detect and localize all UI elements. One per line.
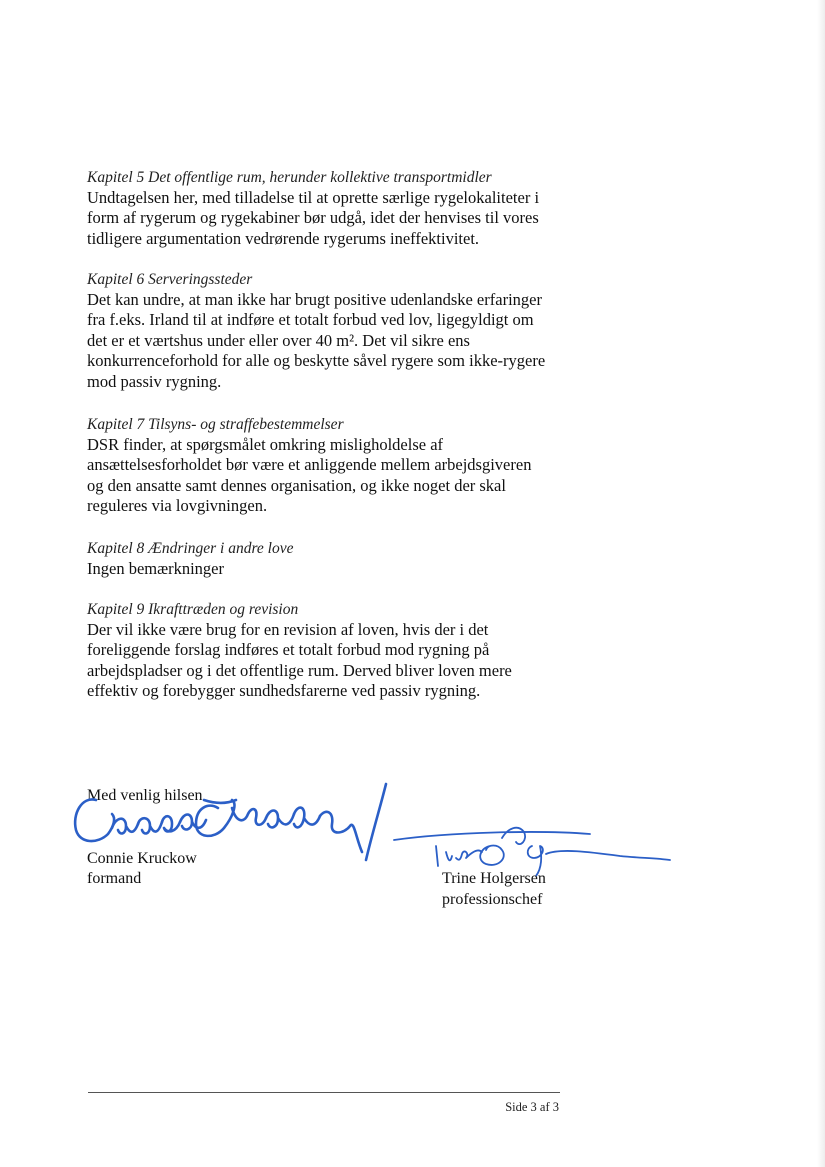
section-heading: Kapitel 6 Serveringssteder	[87, 271, 253, 288]
body-line: arbejdspladser og i det offentlige rum. Derved bliver loven mere	[87, 660, 512, 680]
scan-edge-shadow	[817, 0, 825, 1167]
signatory-name: Trine Holgersen	[442, 870, 546, 887]
body-line: ansættelsesforholdet bør være et anliggende mellem arbejdsgiveren	[87, 455, 532, 475]
footer-divider	[88, 1092, 560, 1093]
body-line: effektiv og forebygger sundhedsfarerne ved passiv rygning.	[87, 681, 481, 701]
section-kapitel-5	[87, 168, 567, 249]
closing-greeting: Med venlig hilsen	[87, 787, 203, 804]
page-number: Side 3 af 3	[505, 1100, 559, 1114]
body-line: foreliggende forslag indføres et totalt forbud mod rygning på	[87, 640, 490, 660]
body-line: tidligere argumentation vedrørende rygerums ineffektivitet.	[87, 228, 480, 248]
body-line: Der vil ikke være brug for en revision af loven, hvis der i det	[87, 620, 489, 639]
section-kapitel-8	[87, 539, 567, 579]
section-heading: Kapitel 5 Det offentlige rum, herunder kollektive transportmidler	[87, 169, 492, 186]
body-line: konkurrenceforhold for alle og beskytte såvel rygere som ikke-rygere	[87, 351, 546, 371]
signatory-name: Connie Kruckow	[87, 850, 197, 867]
body-line: Undtagelsen her, med tilladelse til at oprette særlige rygelokaliteter i	[87, 188, 540, 207]
section-heading: Kapitel 9 Ikrafttræden og revision	[87, 601, 299, 618]
section-heading: Kapitel 8 Ændringer i andre love	[87, 540, 294, 557]
body-line: fra f.eks. Irland til at indføre et totalt forbud ved lov, ligegyldigt om	[87, 310, 534, 330]
signatory-title: professionschef	[442, 891, 543, 908]
body-line: Ingen bemærkninger	[87, 559, 225, 578]
body-line: mod passiv rygning.	[87, 371, 222, 391]
section-kapitel-7	[87, 415, 567, 517]
signatory-title: formand	[87, 870, 142, 887]
section-kapitel-9	[87, 600, 567, 702]
body-line: Det kan undre, at man ikke har brugt positive udenlandske erfaringer	[87, 290, 542, 309]
section-kapitel-6	[87, 270, 567, 392]
body-line: reguleres via lovgivningen.	[87, 496, 268, 516]
body-line: form af rygerum og rygekabiner bør udgå, idet der henvises til vores	[87, 208, 539, 228]
body-line: og den ansatte samt dennes organisation, og ikke noget der skal	[87, 475, 506, 495]
section-heading: Kapitel 7 Tilsyns- og straffebestemmelser	[87, 416, 344, 433]
body-line: det er et værtshus under eller over 40 m². Det vil sikre ens	[87, 330, 470, 350]
body-line: DSR finder, at spørgsmålet omkring misligholdelse af	[87, 435, 444, 454]
